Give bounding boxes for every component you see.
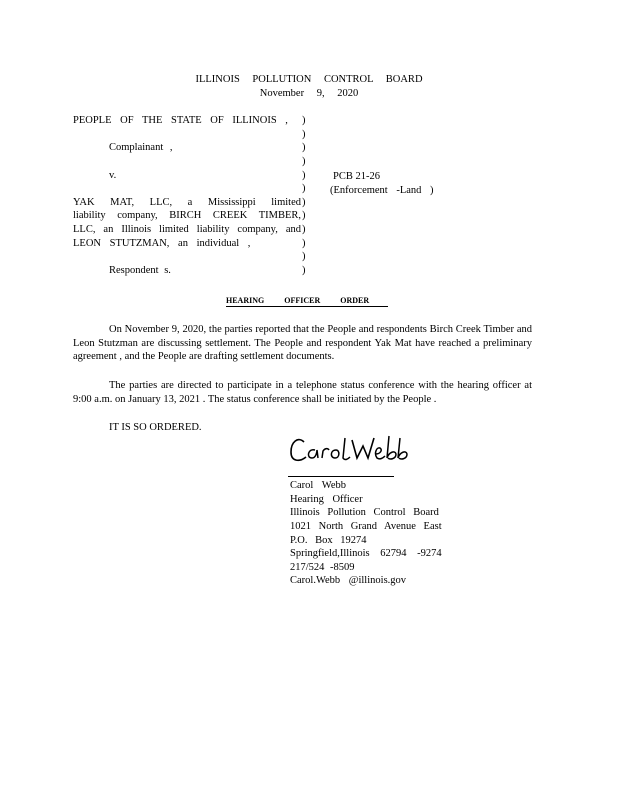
respondent-line-4: LEON STUTZMAN, an individual , — [73, 237, 251, 249]
signer-phone: 217/524 -8509 — [290, 561, 355, 573]
order-title: HEARING OFFICER ORDER — [226, 296, 388, 307]
order-date: November 9, 2020 — [259, 87, 359, 99]
signature-line — [288, 476, 394, 477]
paragraph-2-text: The parties are directed to participate in a telephone status conference with the hearing officer at 9:00 a.m. on January 13, 2021 . The status conference shall be initiated by the People . — [73, 380, 532, 405]
case-caption — [73, 114, 301, 278]
respondent-line-3: LLC, an Illinois limited liability company, and — [73, 224, 301, 236]
case-number: PCB 21-26 — [333, 171, 380, 182]
respondent-line-1: YAK MAT, LLC, a Mississippi limited — [73, 196, 301, 208]
signer-address-2: P.O. Box 19274 — [290, 534, 367, 546]
board-name: ILLINOIS POLLUTION CONTROL BOARD — [195, 74, 423, 85]
document-header — [0, 73, 618, 100]
signer-city: Springfield,Illinois 62794 -9274 — [290, 548, 442, 560]
case-number-block — [330, 170, 434, 197]
caption-parentheses: ) ) ) ) ) ) ) ) ) ) ) ) — [302, 115, 306, 277]
paragraph-1 — [73, 323, 532, 364]
signer-org: Illinois Pollution Control Board — [290, 507, 439, 519]
paragraph-1-text: On November 9, 2020, the parties reported that the People and respondents Birch Creek Timber and Leon Stutzman are discussing settlement. The People and respondent Yak Mat have reached a preliminary agreement , and the People are drafting settlement documents. — [73, 324, 532, 363]
signer-title: Hearing Officer — [290, 493, 363, 505]
signer-name: Carol Webb — [290, 480, 346, 491]
case-type: (Enforcement -Land ) — [330, 184, 434, 196]
signature-block — [290, 479, 442, 588]
handwritten-signature — [288, 432, 418, 479]
closing-statement: IT IS SO ORDERED. — [109, 422, 202, 433]
complainant-label: Complainant , — [109, 142, 173, 154]
respondent-label: Respondent s. — [109, 265, 171, 277]
paragraph-2 — [73, 379, 532, 406]
signer-address-1: 1021 North Grand Avenue East — [290, 520, 442, 532]
respondent-line-2: liability company, BIRCH CREEK TIMBER, — [73, 210, 301, 222]
complainant-party: PEOPLE OF THE STATE OF ILLINOIS , — [73, 115, 288, 126]
signer-email[interactable]: Carol.Webb @illinois.gov — [290, 575, 407, 587]
versus-label: v. — [109, 169, 117, 181]
